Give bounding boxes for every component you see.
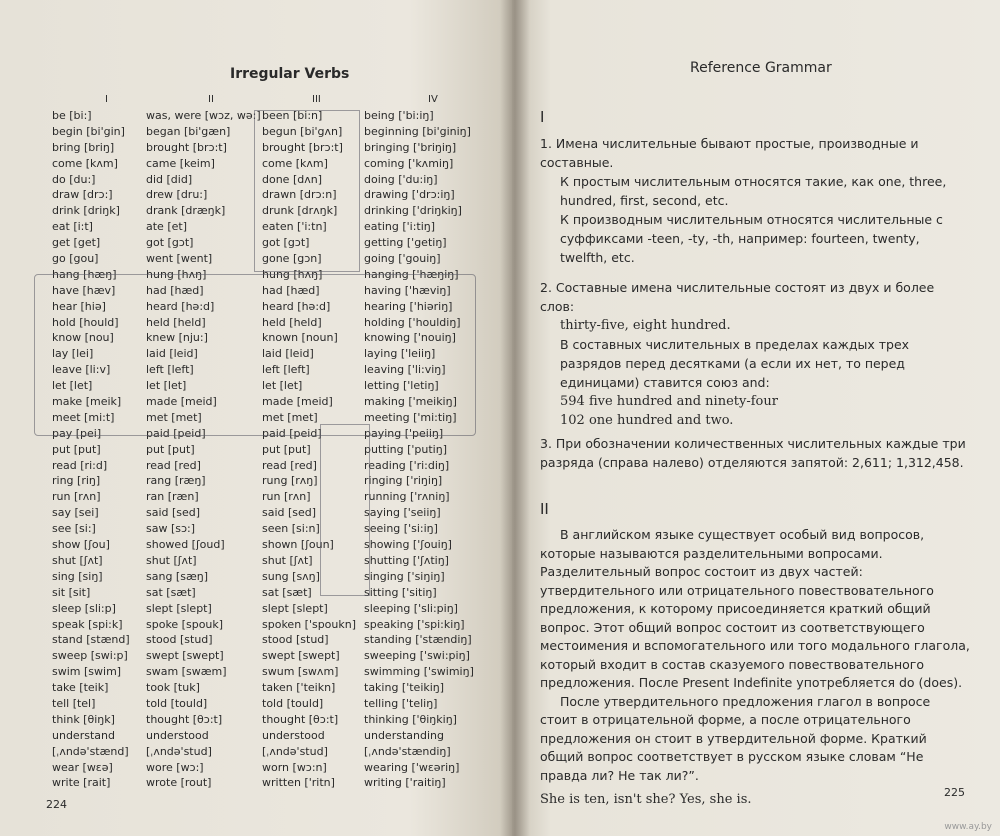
verb-form: swim [swim]	[52, 665, 122, 679]
verb-form: got [gɔt]	[262, 236, 310, 250]
verb-form: [ˌʌndə'stud]	[146, 744, 212, 758]
verb-form: shut [ʃʌt]	[146, 553, 197, 567]
verb-form: be [bi:]	[52, 109, 92, 122]
verb-form: paid [peid]	[262, 426, 322, 440]
verb-form: slept [slept]	[262, 601, 328, 615]
verb-form: getting ['getiŋ]	[364, 236, 447, 250]
verb-form: [ˌʌndə'stændiŋ]	[364, 744, 451, 758]
verb-form: knowing ['nouiŋ]	[364, 331, 456, 345]
verb-form: drink [driŋk]	[52, 204, 120, 218]
verb-form: make [meik]	[52, 395, 122, 409]
pencil-box-mark	[254, 110, 360, 272]
verb-form: hung [hʌŋ]	[146, 267, 207, 281]
grammar-section-2	[540, 526, 970, 810]
verb-form: holding ['houldiŋ]	[364, 315, 461, 329]
verb-form: doing ['du:iŋ]	[364, 172, 438, 186]
verb-form: read [red]	[262, 458, 317, 472]
grammar-text: К простым числительным относятся такие, как one, three, hundred, first, second, etc.	[560, 174, 947, 208]
verb-form: swam [swæm]	[146, 665, 227, 679]
verb-form: write [rait]	[52, 776, 111, 790]
verb-form: standing ['stændiŋ]	[364, 633, 472, 647]
verb-form: hang [hæŋ]	[52, 267, 117, 281]
pencil-box-mark	[34, 274, 476, 436]
left-page-title: Irregular Verbs	[230, 66, 350, 82]
verb-form: shutting ['ʃʌtiŋ]	[364, 553, 449, 567]
grammar-example: 102 one hundred and two.	[560, 413, 734, 428]
verb-form: swum [swʌm]	[262, 665, 339, 679]
verb-form: saying ['seiiŋ]	[364, 506, 441, 520]
verb-form: lay [lei]	[52, 347, 94, 361]
verb-form: sat [sæt]	[262, 585, 312, 599]
verb-form: laid [leid]	[146, 347, 198, 361]
verb-form: did [did]	[146, 172, 193, 186]
verb-form: sung [sʌŋ]	[262, 569, 320, 583]
pencil-box-mark	[320, 424, 370, 596]
verb-form: had [hæd]	[262, 283, 320, 297]
verb-form: laying ['leiiŋ]	[364, 347, 436, 361]
section-heading-2: II	[540, 500, 549, 518]
verb-form: stand [stænd]	[52, 633, 130, 647]
verb-form: come [kʌm]	[52, 156, 118, 170]
verb-form: understood	[262, 728, 325, 742]
verb-form: sing [siŋ]	[52, 569, 103, 583]
verb-form: drawn [drɔ:n]	[262, 188, 337, 202]
verb-form: had [hæd]	[146, 283, 204, 297]
verb-form: was, were [wɔz, wə:]	[146, 109, 261, 122]
verb-form: swept [swept]	[262, 649, 340, 663]
verb-form: let [let]	[52, 379, 93, 393]
verb-form: understood	[146, 728, 209, 742]
column-header-3: III	[312, 94, 321, 105]
verb-form: coming ['kʌmiŋ]	[364, 156, 454, 170]
verb-form: drinking ['driŋkiŋ]	[364, 204, 462, 218]
verb-form: drank [dræŋk]	[146, 204, 226, 218]
grammar-example: She is ten, isn't she? Yes, she is.	[540, 792, 752, 807]
verb-form: meeting ['mi:tiŋ]	[364, 410, 457, 424]
grammar-paragraph: В английском языке существует особый вид вопросов, которые называются разделительными вопросами. Разделительный вопрос состоит из двух частей: утвердительного или отрицательного повествовательного предложения, к которому присоединяется краткий общий вопрос. Этот общий вопрос состоит из соответствующего местоимения и вспомогательного или того модального глагола, который входит в состав сказуемого повествовательного предложения. После Present Indefinite употребляется do (does).	[540, 527, 970, 690]
grammar-example: 594 five hundred and ninety-four	[560, 394, 778, 409]
verb-form: eat [i:t]	[52, 220, 93, 234]
verb-form: beginning [bi'giniŋ]	[364, 124, 471, 138]
verb-form: hold [hould]	[52, 315, 119, 329]
verb-form: drunk [drʌŋk]	[262, 204, 338, 218]
verb-form: ate [et]	[146, 220, 187, 234]
verb-form: made [meid]	[146, 395, 217, 409]
verb-form: paying ['peiiŋ]	[364, 426, 444, 440]
verb-form: pay [pei]	[52, 426, 102, 440]
verb-form: brought [brɔ:t]	[262, 140, 343, 154]
verb-form: have [hæv]	[52, 283, 116, 297]
verb-form: sleeping ['sli:piŋ]	[364, 601, 458, 615]
verb-form: sleep [sli:p]	[52, 601, 116, 615]
verb-form: read [red]	[146, 458, 201, 472]
verb-form: thought [θɔ:t]	[146, 712, 223, 726]
verb-form: held [held]	[146, 315, 206, 329]
verb-form: think [θiŋk]	[52, 712, 115, 726]
verb-form: wore [wɔ:]	[146, 760, 204, 774]
left-page-number: 224	[46, 798, 67, 811]
verb-form: seen [si:n]	[262, 522, 320, 536]
verb-form: been [bi:n]	[262, 109, 323, 122]
verb-form: hearing ['hiəriŋ]	[364, 299, 453, 313]
verb-form: sat [sæt]	[146, 585, 196, 599]
verb-form: held [held]	[262, 315, 322, 329]
verb-form: put [put]	[52, 442, 101, 456]
verb-column-past-simple	[146, 108, 261, 791]
verb-form: run [rʌn]	[52, 490, 101, 504]
verb-form: rang [ræŋ]	[146, 474, 206, 488]
verb-form: taking ['teikiŋ]	[364, 681, 445, 695]
verb-form: put [put]	[146, 442, 195, 456]
verb-form: gone [gɔn]	[262, 252, 322, 266]
verb-form: drew [dru:]	[146, 188, 208, 202]
verb-form: telling ['teliŋ]	[364, 696, 438, 710]
verb-form: see [si:]	[52, 522, 96, 536]
verb-form: said [sed]	[262, 506, 317, 520]
verb-form: putting ['putiŋ]	[364, 442, 447, 456]
verb-form: met [met]	[146, 410, 202, 424]
verb-form: running ['rʌniŋ]	[364, 490, 450, 504]
verb-form: wear [wɛə]	[52, 760, 113, 774]
verb-form: begun [bi'gʌn]	[262, 124, 343, 138]
grammar-text: В составных числительных в пределах каждых трех разрядов перед десятками (а если их нет, то перед единицами) ставится союз and:	[560, 337, 910, 390]
verb-form: leaving ['li:viŋ]	[364, 363, 446, 377]
verb-form: heard [hə:d]	[146, 299, 215, 313]
verb-form: put [put]	[262, 442, 311, 456]
watermark: www.ay.by	[944, 822, 992, 832]
verb-form: [ˌʌndə'stud]	[262, 744, 328, 758]
verb-form: eaten ['i:tn]	[262, 220, 327, 234]
grammar-item-1	[540, 134, 970, 267]
verb-form: met [met]	[262, 410, 318, 424]
verb-form: meet [mi:t]	[52, 410, 115, 424]
column-header-4: IV	[428, 94, 438, 105]
verb-form: making ['meikiŋ]	[364, 395, 457, 409]
grammar-text: 1. Имена числительные бывают простые, производные и составные.	[540, 136, 919, 170]
verb-form: letting ['letiŋ]	[364, 379, 439, 393]
verb-form: left [left]	[146, 363, 194, 377]
verb-form: singing ['siŋiŋ]	[364, 569, 445, 583]
verb-form: laid [leid]	[262, 347, 314, 361]
verb-form: sit [sit]	[52, 585, 91, 599]
verb-form: eating ['i:tiŋ]	[364, 220, 436, 234]
verb-form: paid [peid]	[146, 426, 206, 440]
verb-form: thought [θɔ:t]	[262, 712, 339, 726]
verb-form: spoken ['spoukn]	[262, 617, 357, 631]
verb-form: brought [brɔ:t]	[146, 140, 227, 154]
verb-form: bring [briŋ]	[52, 140, 115, 154]
verb-form: showed [ʃoud]	[146, 538, 225, 552]
grammar-text: 3. При обозначении количественных числительных каждые три разряда (справа налево) отделяются запятой: 2,611; 1,312,458.	[540, 436, 966, 470]
verb-form: understand	[52, 728, 115, 742]
verb-form: stood [stud]	[146, 633, 213, 647]
right-page-number: 225	[944, 786, 965, 799]
verb-form: leave [li:v]	[52, 363, 111, 377]
verb-form: drawing ['drɔ:iŋ]	[364, 188, 455, 202]
verb-form: took [tuk]	[146, 681, 200, 695]
verb-form: told [tould]	[146, 696, 208, 710]
verb-form: sweep [swi:p]	[52, 649, 128, 663]
verb-form: done [dʌn]	[262, 172, 322, 186]
grammar-text: К производным числительным относятся числительные с суффиксами -teen, -ty, -th, например: fourteen, twenty, twelfth, etc.	[560, 212, 943, 265]
verb-form: show [ʃou]	[52, 538, 110, 552]
verb-form: bringing ['briŋiŋ]	[364, 140, 457, 154]
verb-form: know [nou]	[52, 331, 114, 345]
verb-form: slept [slept]	[146, 601, 212, 615]
verb-form: wrote [rout]	[146, 776, 212, 790]
verb-form: went [went]	[146, 252, 213, 266]
verb-form: thinking ['θiŋkiŋ]	[364, 712, 457, 726]
verb-form: seeing ['si:iŋ]	[364, 522, 438, 536]
verb-form: began [bi'gæn]	[146, 124, 231, 138]
verb-form: rung [rʌŋ]	[262, 474, 318, 488]
verb-form: saw [sɔ:]	[146, 522, 196, 536]
verb-form: came [keim]	[146, 156, 215, 170]
verb-form: tell [tel]	[52, 696, 96, 710]
verb-form: hung [hʌŋ]	[262, 267, 323, 281]
verb-form: said [sed]	[146, 506, 201, 520]
verb-form: left [left]	[262, 363, 310, 377]
verb-form: speaking ['spi:kiŋ]	[364, 617, 465, 631]
verb-form: [ˌʌndə'stænd]	[52, 744, 129, 758]
verb-form: taken ['teikn]	[262, 681, 336, 695]
verb-form: writing ['raitiŋ]	[364, 776, 446, 790]
verb-form: shown [ʃoun]	[262, 538, 334, 552]
verb-form: made [meid]	[262, 395, 333, 409]
verb-form: get [get]	[52, 236, 101, 250]
verb-form: being ['bi:iŋ]	[364, 109, 434, 122]
book-gutter	[500, 0, 530, 836]
grammar-example: thirty-five, eight hundred.	[560, 318, 731, 333]
verb-form: reading ['ri:diŋ]	[364, 458, 450, 472]
verb-form: do [du:]	[52, 172, 96, 186]
verb-form: say [sei]	[52, 506, 99, 520]
verb-form: swimming ['swimiŋ]	[364, 665, 474, 679]
right-page-title: Reference Grammar	[690, 60, 832, 76]
verb-form: let [let]	[262, 379, 303, 393]
verb-form: stood [stud]	[262, 633, 329, 647]
verb-form: sweeping ['swi:piŋ]	[364, 649, 470, 663]
section-heading-1: I	[540, 108, 545, 126]
verb-form: sitting ['sitiŋ]	[364, 585, 437, 599]
verb-form: let [let]	[146, 379, 187, 393]
verb-form: showing ['ʃouiŋ]	[364, 538, 452, 552]
column-header-1: I	[105, 94, 108, 105]
verb-form: come [kʌm]	[262, 156, 328, 170]
verb-form: ran [ræn]	[146, 490, 199, 504]
verb-form: begin [bi'gin]	[52, 124, 125, 138]
verb-form: swept [swept]	[146, 649, 224, 663]
verb-form: knew [nju:]	[146, 331, 208, 345]
grammar-paragraph: После утвердительного предложения глагол в вопросе стоит в отрицательной форме, а после отрицательного предложения он стоит в утвердительной форме. Краткий общий вопрос соответствует в русском языке словам “Не правда ли? Не так ли?”.	[540, 693, 931, 783]
verb-form: draw [drɔ:]	[52, 188, 113, 202]
verb-form: got [gɔt]	[146, 236, 194, 250]
verb-form: written ['ritn]	[262, 776, 335, 790]
verb-form: sang [sæŋ]	[146, 569, 209, 583]
verb-form: speak [spi:k]	[52, 617, 123, 631]
verb-form: run [rʌn]	[262, 490, 311, 504]
verb-form: having ['hæviŋ]	[364, 283, 451, 297]
grammar-item-2	[540, 278, 970, 430]
verb-form: go [gou]	[52, 252, 99, 266]
verb-form: worn [wɔ:n]	[262, 760, 327, 774]
grammar-item-3	[540, 434, 970, 472]
verb-form: going ['gouiŋ]	[364, 252, 441, 266]
verb-form: told [tould]	[262, 696, 324, 710]
verb-form: take [teik]	[52, 681, 109, 695]
verb-form: ring [riŋ]	[52, 474, 101, 488]
verb-form: heard [hə:d]	[262, 299, 331, 313]
verb-form: shut [ʃʌt]	[52, 553, 103, 567]
verb-form: shut [ʃʌt]	[262, 553, 313, 567]
verb-form: spoke [spouk]	[146, 617, 224, 631]
verb-form: read [ri:d]	[52, 458, 108, 472]
verb-form: wearing ['wɛəriŋ]	[364, 760, 460, 774]
verb-form: known [noun]	[262, 331, 338, 345]
verb-form: understanding	[364, 728, 444, 742]
verb-form: ringing ['riŋiŋ]	[364, 474, 443, 488]
grammar-text: 2. Составные имена числительные состоят из двух и более слов:	[540, 280, 935, 314]
verb-column-infinitive	[52, 108, 130, 791]
column-header-2: II	[208, 94, 214, 105]
verb-form: hanging ['hæŋiŋ]	[364, 267, 459, 281]
verb-form: hear [hiə]	[52, 299, 106, 313]
verb-column-ing-form	[364, 108, 474, 791]
